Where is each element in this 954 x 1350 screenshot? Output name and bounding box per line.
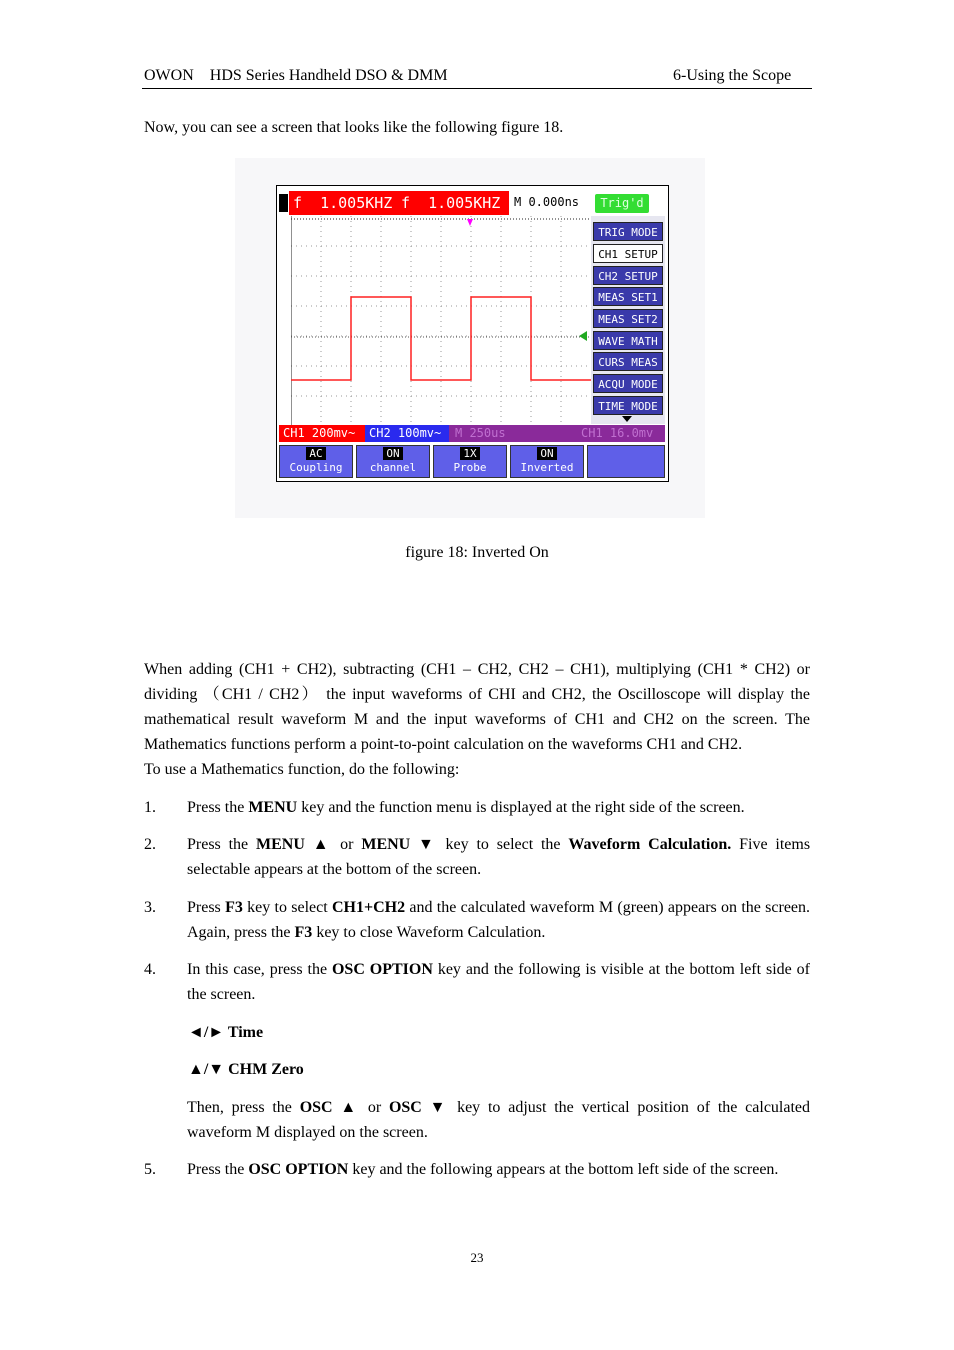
menu-meas-set2[interactable]: MEAS SET2 (593, 309, 663, 328)
f5-empty-button[interactable] (587, 445, 665, 478)
menu-more-down-icon (622, 416, 632, 423)
f2-value: ON (383, 447, 402, 460)
step-number: 1. (144, 799, 156, 816)
f3-label: Probe (453, 461, 487, 474)
menu-meas-set1[interactable]: MEAS SET1 (593, 287, 663, 306)
step-4-followup: Then, press the OSC ▲ or OSC ▼ key to adjust the vertical position of the calculated waveform M displayed on the screen. (187, 1099, 811, 1141)
f3-probe-button[interactable] (433, 445, 507, 478)
header-rule (142, 88, 812, 89)
f1-value: AC (306, 447, 325, 460)
paragraph-math: When adding (CH1 + CH2), subtracting (CH1 – CH2, CH2 – CH1), multiplying (CH1 * CH2) or dividing （CH1 / CH2） the input waveforms of CHI and CH2, the Oscilloscope will display the mathematical result waveform M and the input waveforms of CH1 and CH2 on the screen. The Mathematics functions perform a point-to-point calculation on the waveforms CH1 and CH2. (144, 661, 810, 753)
status-trigger: CH1 16.0mv (581, 426, 654, 440)
f4-inverted-button[interactable] (510, 445, 584, 478)
step-4: In this case, press the OSC OPTION key and the following is visible at the bottom left side of the screen. (187, 961, 811, 1003)
status-timebase: M 250us (455, 426, 506, 440)
f3-value: 1X (460, 447, 479, 460)
menu-time-mode[interactable]: TIME MODE (593, 396, 663, 415)
ch1-frequency: f 1.005KHZ (289, 191, 397, 215)
menu-trig-mode[interactable]: TRIG MODE (593, 222, 663, 241)
scope-screenshot (276, 185, 669, 482)
step-1: Press the MENU key and the function menu is displayed at the right side of the screen. (187, 799, 745, 816)
f2-channel-button[interactable] (356, 445, 430, 478)
step-number: 3. (144, 899, 156, 916)
menu-ch1-setup[interactable]: CH1 SETUP (593, 244, 663, 263)
step-5: Press the OSC OPTION key and the following appears at the bottom left side of the screen. (187, 1161, 779, 1178)
step-number: 4. (144, 961, 156, 978)
scope-status-bar (279, 425, 665, 442)
f1-coupling-button[interactable] (279, 445, 353, 478)
header-left: OWON HDS Series Handheld DSO & DMM (144, 67, 448, 84)
f4-label: Inverted (520, 461, 574, 474)
timebase-readout: M 0.000ns (511, 191, 594, 215)
battery-icon (279, 194, 288, 212)
menu-acqu-mode[interactable]: ACQU MODE (593, 374, 663, 393)
header-right: 6-Using the Scope (673, 67, 792, 84)
scope-menu (591, 216, 665, 424)
chm-zero-key-hint: ▲/▼ CHM Zero (188, 1061, 304, 1078)
f1-label: Coupling (289, 461, 343, 474)
status-ch2: CH2 100mv~ (365, 425, 449, 442)
scope-top-bar (279, 191, 666, 215)
menu-curs-meas[interactable]: CURS MEAS (593, 352, 663, 371)
step-number: 5. (144, 1161, 156, 1178)
step-3: Press F3 key to select CH1+CH2 and the calculated waveform M (green) appears on the screen. Again, press the F3 key to close Waveform Calculation. (187, 899, 811, 941)
f2-label: channel (369, 461, 417, 474)
ch2-frequency: f 1.005KHZ (397, 191, 509, 215)
menu-ch2-setup[interactable]: CH2 SETUP (593, 266, 663, 285)
waveform-grid (291, 216, 591, 426)
f4-value: ON (537, 447, 556, 460)
intro-text: Now, you can see a screen that looks like the following figure 18. (144, 119, 564, 136)
figure-caption: figure 18: Inverted On (405, 544, 549, 561)
function-button-bar (279, 445, 665, 478)
page-number: 23 (470, 1250, 484, 1265)
step-number: 2. (144, 836, 156, 853)
time-key-hint: ◄/► Time (188, 1024, 264, 1041)
menu-wave-math[interactable]: WAVE MATH (593, 331, 663, 350)
status-ch1: CH1 200mv~ (279, 425, 365, 442)
trigger-status: Trig'd (595, 194, 649, 213)
paragraph-instructions: To use a Mathematics function, do the following: (144, 761, 460, 778)
step-2: Press the MENU ▲ or MENU ▼ key to select the Waveform Calculation. Five items selectable appears at the bottom of the screen. (187, 836, 811, 878)
